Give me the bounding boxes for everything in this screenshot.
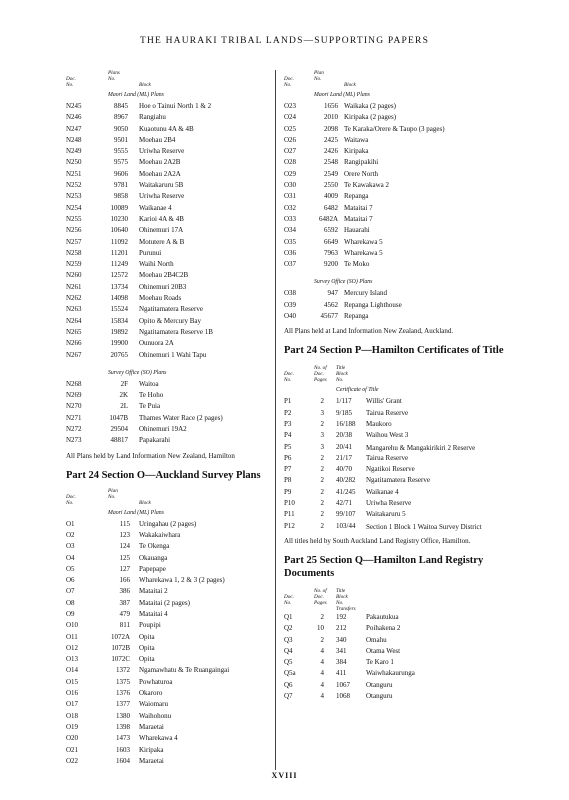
column-divider [275, 70, 276, 770]
table-row: O19 1398 Maraetai [66, 722, 164, 731]
col-no-label: No. [66, 82, 74, 88]
table-row: O37 9200 Te Moko [284, 260, 370, 269]
table-row: N262 14098 Moehau Roads [66, 294, 182, 303]
table-row: O31 4009 Repanga [284, 192, 369, 201]
table-row: O5 127 Papepape [66, 564, 166, 573]
table-row: O1 115 Uringahau (2 pages) [66, 519, 197, 528]
table-row: Q7 4 1068 Otanguru [284, 691, 393, 700]
table-row: Q1 2 192 Pakautukua [284, 612, 399, 621]
table-row: N266 19900 Ounuora 2A [66, 339, 174, 348]
left-column [66, 68, 266, 767]
table-row: P11 2 99/107 Waitakaruru 5 [284, 510, 406, 519]
holding-note: All Plans held at Land Information New Zealand, Auckland. [284, 327, 454, 336]
table-row: O9 479 Mataitai 4 [66, 609, 168, 618]
table-row: P4 3 20/38 Waihou West 3 [284, 431, 409, 440]
table-row: N247 9050 Kuaotunu 4A & 4B [66, 124, 194, 133]
table-row: N246 8967 Rangiahu [66, 113, 166, 122]
subsection-caption: Survey Office (SO) Plans [108, 369, 167, 376]
table-row: N258 11201 Purunui [66, 248, 162, 257]
table-row: N268 2F Waitoa [66, 379, 159, 388]
certificates-table [284, 396, 514, 532]
table-row: N261 13734 Ohinemuri 20B3 [66, 282, 187, 291]
table-header: Doc. No. Plan No. Block [66, 487, 151, 506]
table-row: N259 11249 Waihi North [66, 260, 174, 269]
table-row: O21 1603 Kiripaka [66, 745, 164, 754]
subsection-caption: Survey Office (SO) Plans [314, 279, 373, 286]
running-header: THE HAURAKI TRIBAL LANDS—SUPPORTING PAPERS [139, 36, 430, 46]
table-row: O33 6482A Mataitai 7 [284, 214, 373, 223]
table-row: O35 6649 Wharekawa 5 [284, 237, 383, 246]
table-row: O7 386 Mataitai 2 [66, 587, 168, 596]
table-header: Doc. No. Plan No. Block [284, 70, 356, 88]
table-row: O12 1072B Opita [66, 643, 155, 652]
table-row: O39 4562 Repanga Lighthouse [284, 300, 402, 309]
maori-plans-table [66, 101, 266, 361]
table-row: O32 6482 Mataitai 7 [284, 203, 373, 212]
table-row: O8 387 Mataitai (2 pages) [66, 598, 190, 607]
table-row: O2 123 Wakakaiwhara [66, 530, 181, 539]
table-row: N270 2L Te Puia [66, 402, 161, 411]
table-row: O22 1604 Maraetai [66, 756, 164, 765]
table-row: N248 9501 Moehau 2B4 [66, 135, 176, 144]
col-plans-label: Plans [108, 70, 120, 76]
table-row: P9 2 41/245 Waikanae 4 [284, 487, 399, 496]
holding-note: All titles held by South Auckland Land Registry Office, Hamilton. [284, 536, 471, 545]
table-row: P5 3 20/41 Mangarehu & Mangakirikiri 2 Reserve [284, 442, 476, 452]
table-row: O6 166 Wharekawa 1, 2 & 3 (2 pages) [66, 576, 225, 585]
col-doc-label: Doc. [66, 76, 76, 82]
table-header: Doc. No. No. of Doc. Pages Title Block No. [284, 365, 348, 384]
table-row: O3 124 Te Okenga [66, 542, 170, 551]
table-row: O4 125 Okauanga [66, 553, 168, 562]
table-row: N256 10640 Ohinemuri 17A [66, 226, 184, 235]
table-row: N263 15524 Ngatitamatera Reserve [66, 305, 203, 314]
table-row: N251 9606 Moehau 2A2A [66, 169, 181, 178]
table-row: P8 2 40/282 Ngatitamatera Reserve [284, 476, 430, 485]
table-row: N255 10230 Karioi 4A & 4B [66, 214, 184, 223]
section-heading: Part 25 Section Q—Hamilton Land Registry Documents [284, 554, 484, 579]
table-row: P1 2 1/117 Willis' Grant [284, 397, 402, 406]
subsection-caption: Maori Land (ML) Plans [108, 509, 164, 516]
table-row: N273 48817 Papakarahi [66, 436, 171, 445]
table-row: O13 1072C Opita [66, 655, 155, 664]
table-row: N253 9858 Uriwha Reserve [66, 192, 185, 201]
section-heading: Part 24 Section P—Hamilton Certificates of Title [284, 345, 504, 357]
section-heading: Part 24 Section O—Auckland Survey Plans [66, 469, 261, 481]
table-row: P2 3 9/185 Tairua Reserve [284, 408, 409, 417]
land-registry-table [284, 612, 514, 702]
table-row: O40 45677 Repanga [284, 312, 369, 321]
table-row: N272 29504 Ohinemuri 19A2 [66, 425, 187, 434]
table-row: P12 2 103/44 Section 1 Block 1 Waitoa Survey District [284, 521, 482, 531]
table-row: O25 2098 Te Karaka/Orere & Taupo (3 pages) [284, 124, 445, 133]
table-row: P6 2 21/17 Tairua Reserve [284, 453, 409, 462]
table-row: N257 11092 Motutere A & B [66, 237, 185, 246]
table-row: O38 947 Mercury Island [284, 289, 387, 298]
table-row: N249 9555 Uriwha Reserve [66, 147, 185, 156]
table-row: P3 2 16/188 Maukoro [284, 419, 392, 428]
table-row: O16 1376 Okaroro [66, 689, 163, 698]
table-row: N271 1047B Thames Water Race (2 pages) [66, 413, 223, 422]
table-row: N250 9575 Moehau 2A2B [66, 158, 181, 167]
table-row: O11 1072A Opita [66, 632, 155, 641]
holding-note: All Plans held by Land Information New Zealand, Hamilton [66, 451, 235, 460]
table-row: O15 1375 Powhaturoa [66, 677, 173, 686]
table-row: O24 2010 Kiripaka (2 pages) [284, 113, 397, 122]
table-row: N267 20765 Ohinemuri 1 Wahi Tapu [66, 350, 207, 359]
table-row: N260 12572 Moehau 2B4C2B [66, 271, 189, 280]
table-header [66, 68, 266, 90]
table-row: Q5 4 384 Te Karo 1 [284, 658, 394, 667]
table-row: Q6 4 1067 Otanguru [284, 680, 393, 689]
table-row: O29 2549 Orere North [284, 169, 379, 178]
table-row: P10 2 42/71 Uriwha Reserve [284, 499, 412, 508]
table-row: N265 19892 Ngatitamatera Reserve 1B [66, 327, 213, 336]
maori-plans-table-continued [284, 101, 514, 270]
table-row: Q4 4 341 Otama West [284, 646, 401, 655]
subsection-caption: Maori Land (ML) Plans [108, 92, 164, 98]
table-row: P7 2 40/70 Ngatikoi Reserve [284, 465, 415, 474]
col-plans-no-label: No. [108, 76, 116, 82]
table-row: O26 2425 Waitawa [284, 135, 369, 144]
col-block-label: Block [139, 82, 151, 88]
table-row: O30 2550 Te Kawakawa 2 [284, 181, 389, 190]
subsection-caption: Certificate of Title [336, 387, 379, 394]
auckland-plans-table [66, 519, 266, 768]
table-row: O20 1473 Wharekawa 4 [66, 734, 178, 743]
table-row: O10 811 Poupipi [66, 621, 161, 630]
table-row: O18 1380 Waihohonu [66, 711, 172, 720]
table-row: N264 15834 Opito & Mercury Bay [66, 316, 202, 325]
table-row: O14 1372 Ngamawhatu & Te Ruangaingai [66, 666, 230, 675]
table-row: O23 1656 Waikaka (2 pages) [284, 102, 396, 110]
table-header: Doc. No. No. of Doc. Pages Title Block No. Transfers [284, 587, 356, 612]
page-number: XVIII [271, 771, 298, 780]
table-row: O17 1377 Waiomaru [66, 700, 168, 709]
table-row: N269 2K Te Hoho [66, 391, 164, 400]
survey-plans-table [66, 379, 266, 447]
table-row: O27 2426 Kiripaka [284, 147, 369, 156]
survey-plans-table [284, 288, 514, 322]
table-row: Q2 10 212 Poihakena 2 [284, 624, 401, 633]
subsection-caption: Maori Land (ML) Plans [314, 92, 370, 98]
table-row: O36 7963 Wharekawa 5 [284, 248, 383, 257]
table-row: O28 2548 Rangipakihi [284, 158, 379, 167]
table-row: N254 10089 Waikanae 4 [66, 203, 172, 212]
table-row: Q3 2 340 Omahu [284, 635, 387, 644]
table-row: N245 8845 Hoe o Tainui North 1 & 2 [66, 102, 212, 110]
table-row: O34 6592 Hauarahi [284, 226, 370, 235]
right-column [284, 68, 514, 702]
table-row: Q5a 4 411 Waiwhakaurunga [284, 669, 415, 678]
table-row: N252 9781 Waitakaruru 5B [66, 181, 184, 190]
